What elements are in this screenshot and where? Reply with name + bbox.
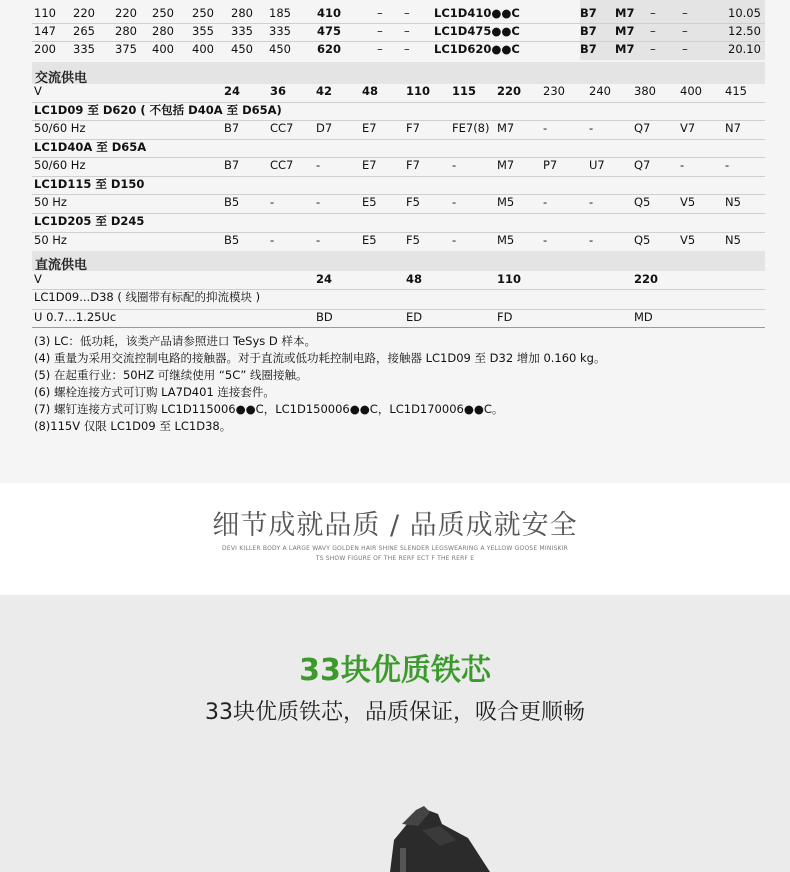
table-cell: - [452, 195, 457, 209]
table-cell: M7 [615, 42, 635, 56]
table-cell: 115 [452, 84, 477, 98]
ac-supply-heading: 交流供电 [32, 62, 765, 84]
slogan-english-line: TS SHOW FIGURE OF THE RERF ECT F THE RERF E [315, 555, 475, 562]
table-cell: M7 [615, 6, 635, 20]
table-cell: V7 [680, 121, 696, 135]
footnote: (3) LC：低功耗，该类产品请参照进口 TeSys D 样本。 [34, 334, 316, 348]
table-cell: B7 [580, 42, 597, 56]
table-cell: – [650, 42, 656, 56]
dc-group-title [32, 292, 765, 310]
table-cell: 400 [192, 42, 214, 56]
table-cell: M5 [497, 195, 515, 209]
table-cell: V [34, 272, 42, 286]
ac-coil-codes-row [32, 197, 765, 214]
table-cell: E5 [362, 195, 377, 209]
table-cell: 335 [73, 42, 95, 56]
table-cell: FD [497, 310, 513, 324]
table-cell: LC1D475●●C [434, 24, 520, 38]
slogan-heading: 细节成就品质 / 品质成就安全 [212, 510, 578, 541]
table-cell: E5 [362, 233, 377, 247]
table-cell: 415 [725, 84, 747, 98]
table-cell: – [404, 6, 410, 20]
table-cell: 400 [152, 42, 174, 56]
table-cell: U7 [589, 158, 605, 172]
table-cell: F7 [406, 121, 420, 135]
table-cell: 50/60 Hz [34, 121, 86, 135]
ac-voltage-row [32, 86, 765, 103]
table-cell: M7 [497, 158, 515, 172]
table-cell: B7 [580, 6, 597, 20]
table-cell: 280 [152, 24, 174, 38]
table-cell: 220 [115, 6, 137, 20]
footnote: (8)115V 仅限 LC1D09 至 LC1D38。 [34, 419, 232, 433]
table-cell: E7 [362, 158, 377, 172]
table-cell: - [452, 233, 457, 247]
table-cell: 355 [192, 24, 214, 38]
table-cell: 185 [269, 6, 291, 20]
table-cell: 450 [231, 42, 253, 56]
footnote: (7) 螺钉连接方式可订购 LC1D115006●●C，LC1D150006●●C，LC1D170006●●C。 [34, 402, 504, 416]
table-cell: 20.10 [728, 42, 761, 56]
table-cell: Q5 [634, 195, 651, 209]
table-cell: – [377, 42, 383, 56]
table-cell: – [682, 24, 688, 38]
table-cell: - [452, 158, 457, 172]
table-cell: - [543, 195, 548, 209]
table-cell: B7 [224, 158, 240, 172]
table-cell: 24 [224, 84, 241, 98]
table-cell: - [589, 195, 594, 209]
table-cell: F5 [406, 233, 420, 247]
table-cell: LC1D410●●C [434, 6, 520, 20]
table-cell: LC1D09 至 D620 ( 不包括 D40A 至 D65A) [34, 103, 282, 117]
table-cell: 48 [406, 272, 423, 286]
table-cell: LC1D40A 至 D65A [34, 140, 147, 154]
table-cell: 50 Hz [34, 195, 67, 209]
ac-coil-codes-row [32, 160, 765, 177]
feature-description: 33块优质铁芯，品质保证，吸合更顺畅 [205, 700, 585, 725]
table-cell: BD [316, 310, 333, 324]
iron-core-product-image [360, 800, 520, 872]
table-cell: MD [634, 310, 653, 324]
table-cell: V [34, 84, 42, 98]
table-cell: 410 [317, 6, 342, 20]
ac-group-title [32, 142, 765, 158]
table-row [32, 26, 765, 42]
table-cell: – [682, 42, 688, 56]
table-cell: 110 [406, 84, 431, 98]
table-cell: 250 [152, 6, 174, 20]
table-cell: - [589, 233, 594, 247]
table-cell: - [270, 195, 275, 209]
table-cell: 335 [231, 24, 253, 38]
table-cell: – [650, 6, 656, 20]
table-cell: - [270, 233, 275, 247]
table-cell: M7 [615, 24, 635, 38]
table-cell: - [680, 158, 685, 172]
table-cell: LC1D205 至 D245 [34, 214, 145, 228]
table-cell: 36 [270, 84, 287, 98]
table-row [32, 44, 765, 60]
table-cell: – [404, 42, 410, 56]
table-cell: 50 Hz [34, 233, 67, 247]
table-cell: 147 [34, 24, 56, 38]
table-cell: - [316, 233, 321, 247]
table-cell: 280 [115, 24, 137, 38]
table-cell: FE7(8) [452, 121, 490, 135]
table-cell: 400 [680, 84, 702, 98]
dc-voltage-row [32, 274, 765, 290]
table-cell: - [543, 121, 548, 135]
table-cell: 620 [317, 42, 342, 56]
table-cell: 230 [543, 84, 565, 98]
iron-core-section [0, 595, 790, 872]
table-cell: 110 [497, 272, 522, 286]
dc-supply-heading: 直流供电 [32, 251, 765, 271]
ac-coil-codes-row [32, 123, 765, 140]
table-cell: 200 [34, 42, 56, 56]
table-cell: – [377, 24, 383, 38]
table-cell: 12.50 [728, 24, 761, 38]
table-cell: LC1D620●●C [434, 42, 520, 56]
table-cell: N7 [725, 121, 741, 135]
table-cell: 220 [497, 84, 522, 98]
table-cell: F5 [406, 195, 420, 209]
table-cell: Q5 [634, 233, 651, 247]
table-cell: 450 [269, 42, 291, 56]
table-cell: P7 [543, 158, 558, 172]
table-cell: 220 [634, 272, 659, 286]
table-cell: 475 [317, 24, 342, 38]
table-cell: 220 [73, 6, 95, 20]
footnote: (5) 在起重行业：50HZ 可继续使用 “5C” 线圈接触。 [34, 368, 308, 382]
table-cell: 10.05 [728, 6, 761, 20]
ac-group-title [32, 105, 765, 121]
table-cell: Q7 [634, 158, 651, 172]
table-cell: 380 [634, 84, 656, 98]
table-cell: 110 [34, 6, 56, 20]
table-cell: D7 [316, 121, 333, 135]
ac-group-title [32, 216, 765, 233]
footnote: (6) 螺栓连接方式可订购 LA7D401 连接套件。 [34, 385, 275, 399]
table-cell: ED [406, 310, 423, 324]
table-cell: 265 [73, 24, 95, 38]
table-cell: B5 [224, 233, 240, 247]
slogan-english-line: DEVI KILLER BODY A LARGE WAVY GOLDEN HAIR SHINE SLENDER LEGSWEARING A YELLOW GOOSE MINISKIR [222, 545, 568, 552]
table-cell: - [316, 195, 321, 209]
footnote: (4) 重量为采用交流控制电路的接触器。对于直流或低功耗控制电路，接触器 LC1D09 至 D32 增加 0.160 kg。 [34, 351, 606, 365]
table-cell: 42 [316, 84, 333, 98]
table-cell: - [589, 121, 594, 135]
table-cell: V5 [680, 195, 696, 209]
table-cell: CC7 [270, 121, 294, 135]
table-cell: U 0.7…1.25Uc [34, 310, 117, 324]
table-cell: N5 [725, 195, 741, 209]
table-cell: B5 [224, 195, 240, 209]
table-cell: – [377, 6, 383, 20]
table-cell: B7 [580, 24, 597, 38]
table-cell: V5 [680, 233, 696, 247]
table-cell: - [725, 158, 730, 172]
slogan-section [0, 483, 790, 595]
table-cell: M5 [497, 233, 515, 247]
dc-coil-codes-row [32, 312, 765, 328]
table-cell: 50/60 Hz [34, 158, 86, 172]
table-cell: - [316, 158, 321, 172]
ac-group-title [32, 179, 765, 195]
table-cell: 250 [192, 6, 214, 20]
table-cell: 280 [231, 6, 253, 20]
table-cell: B7 [224, 121, 240, 135]
table-cell: – [682, 6, 688, 20]
table-cell: 240 [589, 84, 611, 98]
table-cell: E7 [362, 121, 377, 135]
ac-coil-codes-row [32, 235, 765, 252]
table-cell: M7 [497, 121, 515, 135]
table-cell: Q7 [634, 121, 651, 135]
table-cell: 24 [316, 272, 333, 286]
table-cell: – [404, 24, 410, 38]
table-cell: CC7 [270, 158, 294, 172]
table-cell: N5 [725, 233, 741, 247]
table-cell: - [543, 233, 548, 247]
table-cell: 335 [269, 24, 291, 38]
feature-title: 33块优质铁芯 [299, 653, 491, 688]
table-cell: LC1D09...D38 ( 线圈带有标配的抑流模块 ) [34, 290, 261, 304]
table-cell: 375 [115, 42, 137, 56]
table-cell: – [650, 24, 656, 38]
table-cell: LC1D115 至 D150 [34, 177, 145, 191]
table-cell: 48 [362, 84, 379, 98]
table-row [32, 8, 765, 24]
table-cell: F7 [406, 158, 420, 172]
